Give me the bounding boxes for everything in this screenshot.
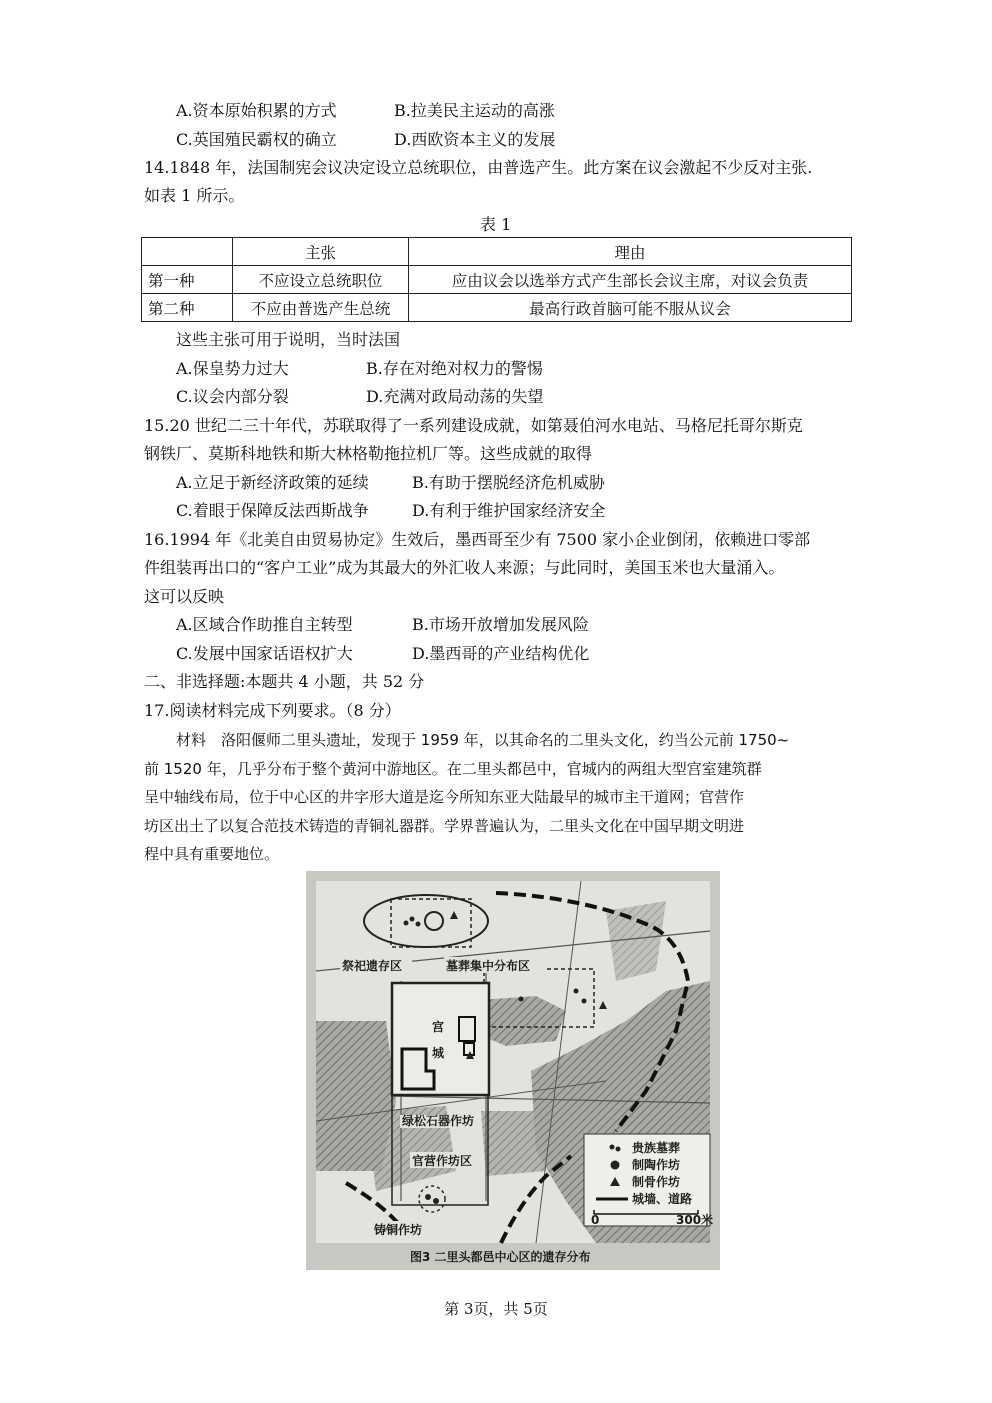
legend-walls-roads: 城墙、道路: [632, 1192, 693, 1206]
table-caption: 表 1: [480, 215, 512, 234]
scale-zero: 0: [591, 1213, 600, 1227]
q16-stem-line1: 16.1994 年《北美自由贸易协定》生效后，墨西哥至少有 7500 家小企业倒闭，依赖进口零部: [144, 530, 811, 549]
material-line: 程中具有重要地位。: [144, 845, 280, 863]
q14-stem-line1: 14.1848 年，法国制宪会议决定设立总统职位，由普选产生。此方案在议会激起不少反对主张.: [144, 158, 813, 177]
material-line: 前 1520 年，几乎分布于整个黄河中游地区。在二里头都邑中，官城内的两组大型宫室建筑群: [144, 760, 762, 778]
table-cell: 第一种: [142, 266, 233, 294]
legend-bone: 制骨作坊: [632, 1175, 681, 1189]
material-line: 材料 洛阳偃师二里头遗址，发现于 1959 年，以其命名的二里头文化，约当公元前 1750~: [176, 731, 790, 749]
palace-label: 城: [432, 1046, 445, 1060]
table-cell: 应由议会以选举方式产生部长会议主席，对议会负责: [409, 266, 852, 294]
q13-option-b: B.拉美民主运动的高涨: [394, 101, 555, 120]
q14-option-c: C.议会内部分裂: [176, 387, 289, 406]
q16-stem-line2: 件组装再出口的“客户工业”成为其最大的外汇收人来源；与此同时，美国玉米也大量涌入。: [144, 558, 785, 577]
q13-option-d: D.西欧资本主义的发展: [394, 130, 556, 149]
noble-tombs-icon: [616, 1147, 621, 1152]
q15-option-b: B.有助于摆脱经济危机威胁: [412, 473, 605, 492]
legend-noble-tombs: 贵族墓葬: [632, 1141, 681, 1155]
pottery-workshop-marker: [433, 1198, 439, 1204]
tomb-marker: [410, 917, 415, 922]
q15-option-d: D.有利于维护国家经济安全: [412, 501, 606, 520]
table-header-cell: [142, 238, 233, 266]
q16-stem-line3: 这可以反映: [144, 587, 225, 606]
q14-option-d: D.充满对政局动荡的失望: [366, 387, 544, 406]
ritual-area-label: 祭祀遗存区: [342, 959, 403, 973]
figure-caption: 图3 二里头都邑中心区的遗存分布: [410, 1250, 591, 1264]
bronze-workshop-label: 铸铜作坊: [374, 1223, 423, 1237]
turquoise-workshop-label: 绿松石器作坊: [402, 1114, 475, 1128]
q14-option-b: B.存在对绝对权力的警惕: [366, 359, 543, 378]
table-header-row: [142, 238, 852, 266]
section-heading: 二、非选择题:本题共 4 小题，共 52 分: [144, 672, 425, 691]
pottery-workshop-marker: [425, 1194, 431, 1200]
q14-stem-line2: 如表 1 所示。: [144, 186, 245, 205]
table-row: [142, 294, 852, 322]
tomb-marker: [582, 999, 587, 1004]
pottery-icon: [611, 1161, 620, 1170]
tomb-marker: [519, 997, 524, 1002]
q15-option-c: C.着眼于保障反法西斯战争: [176, 501, 369, 520]
q13-option-c: C.英国殖民霸权的确立: [176, 130, 337, 149]
site-map: [306, 871, 720, 1270]
q13-option-a: A.资本原始积累的方式: [176, 101, 337, 120]
tomb-marker: [416, 922, 421, 927]
q16-option-b: B.市场开放增加发展风险: [412, 615, 589, 634]
q16-option-c: C.发展中国家话语权扩大: [176, 644, 353, 663]
table-header-cell: 理由: [409, 238, 852, 266]
q14-option-a: A.保皇势力过大: [176, 359, 289, 378]
table-cell: 第二种: [142, 294, 233, 322]
noble-tombs-icon: [610, 1145, 615, 1150]
q16-option-d: D.墨西哥的产业结构优化: [412, 644, 590, 663]
palace-label: 宫: [432, 1020, 445, 1034]
table-cell: 不应设立总统职位: [233, 266, 409, 294]
q14-table: [141, 237, 852, 322]
material-line: 呈中轴线布局，位于中心区的井字形大道是迄今所知东亚大陆最早的城市主干道网；官营作: [144, 788, 745, 806]
q15-stem-line2: 钢铁厂、莫斯科地铁和斯大林格勒拖拉机厂等。这些成就的取得: [144, 444, 593, 463]
q15-stem-line1: 15.20 世纪二三十年代，苏联取得了一系列建设成就，如第聂伯河水电站、马格尼托哥尔斯克: [144, 416, 803, 435]
page-footer: 第 3页，共 5页: [444, 1300, 548, 1318]
excavation-area: [481, 1111, 546, 1176]
workshop-area-label: 官营作坊区: [412, 1154, 473, 1168]
site-map-figure: [306, 871, 720, 1270]
tomb-marker: [404, 921, 409, 926]
material-line: 坊区出土了以复合范技术铸造的青铜礼器群。学界普遍认为，二里头文化在中国早期文明进: [144, 817, 745, 835]
tomb-marker: [574, 989, 579, 994]
tomb-area-label: 墓葬集中分布区: [446, 959, 531, 973]
table-cell: 不应由普选产生总统: [233, 294, 409, 322]
q17-title: 17.阅读材料完成下列要求。（8 分）: [144, 701, 401, 720]
q15-option-a: A.立足于新经济政策的延续: [176, 473, 369, 492]
legend-pottery: 制陶作坊: [632, 1158, 681, 1172]
q14-question: 这些主张可用于说明，当时法国: [176, 330, 401, 349]
scale-end: 300米: [676, 1213, 714, 1227]
table-header-cell: 主张: [233, 238, 409, 266]
table-row: [142, 266, 852, 294]
q16-option-a: A.区域合作助推自主转型: [176, 615, 353, 634]
table-cell: 最高行政首脑可能不服从议会: [409, 294, 852, 322]
